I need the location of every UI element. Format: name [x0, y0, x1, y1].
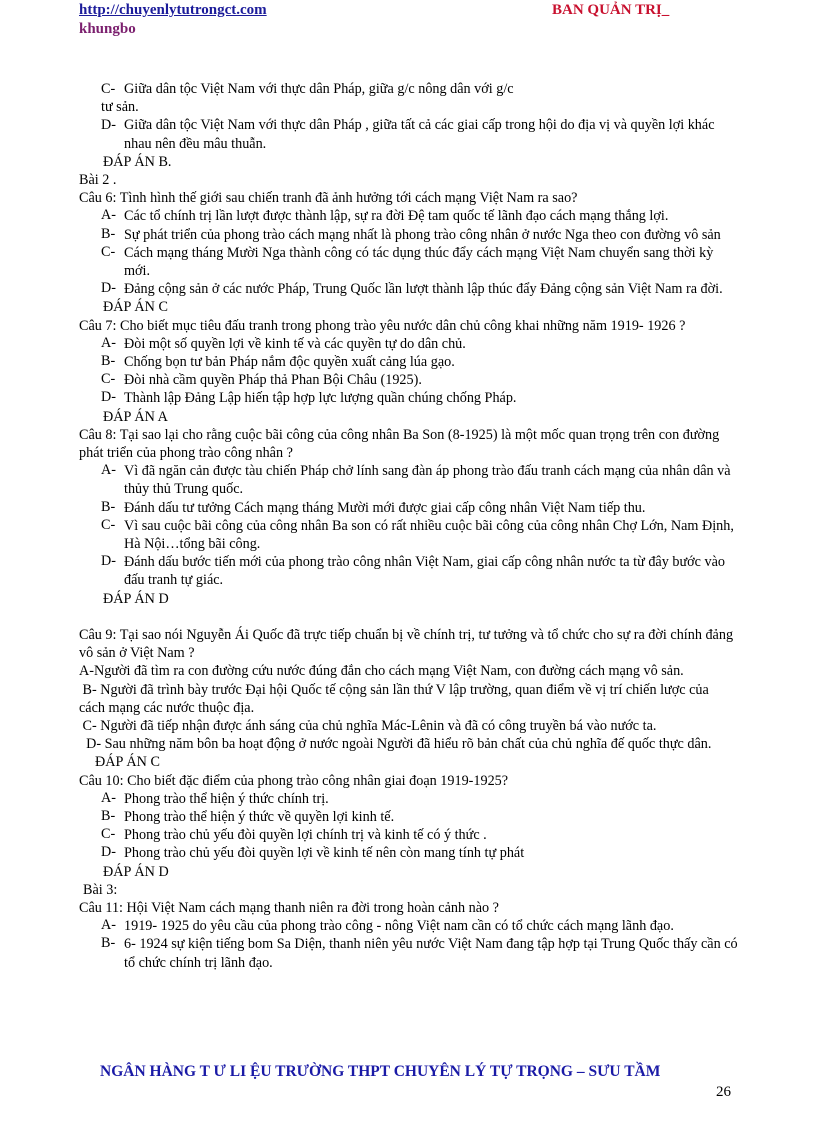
question-6: Câu 6: Tình hình thế giới sau chiến tranh đã ảnh hưởng tới cách mạng Việt Nam ra sao? [79, 190, 578, 207]
option-c: C- Giữa dân tộc Việt Nam với thực dân Pháp, giữa g/c nông dân với g/c [101, 81, 514, 97]
option-a: A- Vì đã ngăn cản được tàu chiến Pháp chở lính sang đàn áp phong trào đấu tranh cách mạng của nhân dân và thủy thủ Trung quốc. [101, 462, 731, 498]
answer: ĐÁP ÁN A [103, 408, 168, 425]
question-7: Câu 7: Cho biết mục tiêu đấu tranh trong phong trào yêu nước dân chủ công khai những năm 1919- 1926 ? [79, 317, 686, 334]
option-b: B- Phong trào thể hiện ý thức về quyền lợi kinh tế. [101, 807, 395, 825]
option-a: A- 1919- 1925 do yêu cầu của phong trào công - nông Việt nam cần có tổ chức cách mạng lãnh đạo. [101, 917, 674, 935]
answer: ĐÁP ÁN C [103, 299, 168, 316]
spacer [79, 608, 739, 626]
option-a: A- Đòi một số quyền lợi về kinh tế và các quyền tự do dân chủ. [101, 334, 466, 352]
site-link[interactable]: http://chuyenlytutrongct.com [79, 2, 267, 18]
answer: ĐÁP ÁN B. [103, 153, 172, 170]
option-a: A- Các tổ chính trị lần lượt được thành lập, sự ra đời Đệ tam quốc tế lãnh đạo cách mạng thắng lợi. [101, 207, 669, 225]
username-label: khungbo [79, 21, 136, 37]
answer: ĐÁP ÁN C [95, 754, 160, 771]
answer: ĐÁP ÁN D [103, 863, 169, 880]
option-c: C- Người đã tiếp nhận được ánh sáng của chủ nghĩa Mác-Lênin và đã có công truyền bá vào nước ta. [79, 717, 657, 734]
admin-label: BAN QUẢN TRỊ_ [552, 2, 670, 18]
answer: ĐÁP ÁN D [103, 590, 169, 607]
footer-title: NGÂN HÀNG T Ư LI ỆU TRƯỜNG THPT CHUYÊN LÝ TỰ TRỌNG – SƯU TẦM [100, 1063, 661, 1080]
page-number: 26 [716, 1084, 731, 1100]
question-10: Câu 10: Cho biết đặc điểm của phong trào công nhân giai đoạn 1919-1925? [79, 772, 509, 789]
question-8: Câu 8: Tại sao lại cho rằng cuộc bãi công của công nhân Ba Son (8-1925) là một mốc quan trọng trên con đường phát triển của phong trào công nhân ? [79, 426, 720, 462]
document-body [79, 80, 739, 972]
option-d: D- Đảng cộng sản ở các nước Pháp, Trung Quốc lần lượt thành lập thúc đẩy Đảng cộng sản Việt Nam ra đời. [101, 280, 723, 298]
option-b: B- 6- 1924 sự kiện tiếng bom Sa Diện, thanh niên yêu nước Việt Nam đang tập hợp tại Trung Quốc thấy cần có tổ chức chính trị lãnh đạo. [101, 935, 738, 971]
option-c: C- Đòi nhà cầm quyền Pháp thả Phan Bội Châu (1925). [101, 371, 422, 389]
option-d: D- Giữa dân tộc Việt Nam với thực dân Pháp , giữa tất cả các giai cấp trong hội do địa vị và quyền lợi khác nhau nên đều mâu thuẫn. [101, 117, 715, 152]
option-b: B- Người đã trình bày trước Đại hội Quốc tế cộng sản lần thứ V lập trường, quan điểm về vị trí chiến lược của cách mạng các nước thuộc địa. [79, 681, 713, 716]
option-a: A-Người đã tìm ra con đường cứu nước đúng đắn cho cách mạng Việt Nam, con đường cách mạng vô sản. [79, 663, 684, 680]
option-d: D- Phong trào chủ yếu đòi quyền lợi về kinh tế nên còn mang tính tự phát [101, 844, 525, 862]
option-b: B- Đánh dấu tư tưởng Cách mạng tháng Mười mới được giai cấp công nhân Việt Nam tiếp thu. [101, 498, 646, 516]
section-heading: Bài 2 . [79, 172, 117, 189]
question-11: Câu 11: Hội Việt Nam cách mạng thanh niên ra đời trong hoàn cảnh nào ? [79, 899, 499, 916]
option-b: B- Chống bọn tư bản Pháp nắm độc quyền xuất cảng lúa gạo. [101, 353, 455, 371]
option-c-continued: tư sản. [101, 99, 139, 116]
option-d: D- Đánh dấu bước tiến mới của phong trào công nhân Việt Nam, giai cấp công nhân nước ta từ đây bước vào đấu tranh tự giác. [101, 553, 725, 589]
option-b: B- Sự phát triển của phong trào cách mạng nhất là phong trào công nhân ở nước Nga theo con đường vô sản [101, 225, 721, 243]
option-d: D- Thành lập Đảng Lập hiến tập hợp lực lượng quần chúng chống Pháp. [101, 389, 517, 407]
option-d: D- Sau những năm bôn ba hoạt động ở nước ngoài Người đã hiểu rõ bản chất của chủ nghĩa đế quốc thực dân. [79, 736, 712, 753]
option-c: C- Vì sau cuộc bãi công của công nhân Ba son có rất nhiều cuộc bãi công của công nhân Chợ Lớn, Nam Định, Hà Nội…tổng bãi công. [101, 516, 734, 553]
option-c: C- Cách mạng tháng Mười Nga thành công có tác dụng thúc đẩy cách mạng Việt Nam chuyển sang thời kỳ mới. [101, 243, 714, 280]
section-heading: Bài 3: [83, 881, 118, 898]
option-a: A- Phong trào thể hiện ý thức chính trị. [101, 789, 329, 807]
option-c: C- Phong trào chủ yếu đòi quyền lợi chính trị và kinh tế có ý thức . [101, 826, 487, 844]
question-9: Câu 9: Tại sao nói Nguyễn Ái Quốc đã trực tiếp chuẩn bị về chính trị, tư tưởng và tổ chức cho sự ra đời chính đảng vô sản ở Việt Nam ? [79, 626, 734, 662]
